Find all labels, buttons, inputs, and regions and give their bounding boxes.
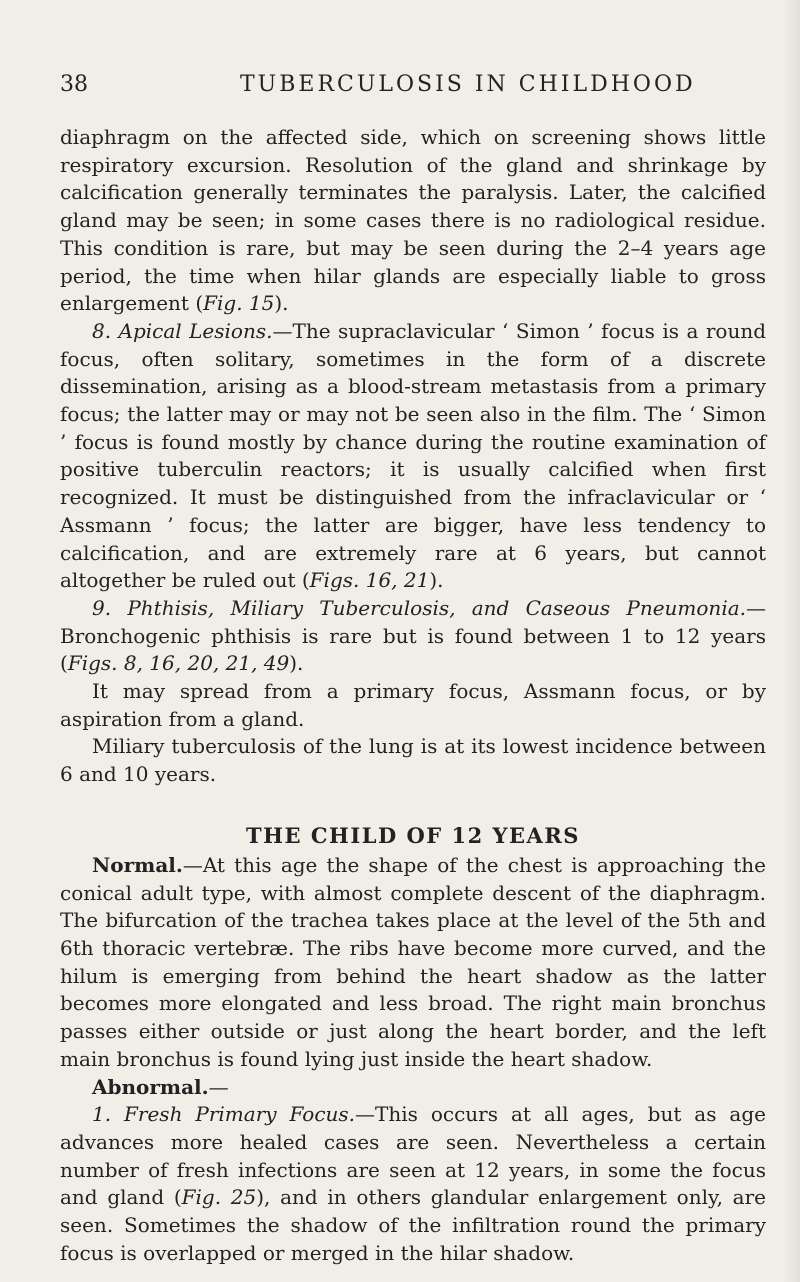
paragraph-miliary: Miliary tuberculosis of the lung is at its lowest incidence between 6 and 10 years. xyxy=(60,734,766,787)
paragraph-text: — xyxy=(208,1074,229,1099)
paragraph-text-end: ). xyxy=(289,651,304,676)
paragraph-apical-lesions xyxy=(60,318,766,595)
paragraph-abnormal xyxy=(60,1074,766,1102)
figure-reference: Figs. 16, 21 xyxy=(309,568,430,593)
running-header xyxy=(60,72,766,112)
subsection-heading: Abnormal. xyxy=(92,1074,209,1099)
subsection-heading: 1. Fresh Primary Focus. xyxy=(92,1102,356,1127)
book-page xyxy=(60,72,766,1267)
subsection-heading: Normal. xyxy=(92,852,183,877)
paragraph-diaphragm xyxy=(60,124,766,318)
paragraph-text: —At this age the shape of the chest is approaching the conical adult type, with almost complete descent of the diaphragm. The bifurcation of the trachea takes place at the level of the 5th and 6th thoracic vertebræ. The ribs have become more curved, and the hilum is emerging from behind the heart shadow as the latter becomes more elongated and less broad. The right main bronchus passes either outside or just along the heart border, and the left main bronchus is found lying just inside the heart shadow. xyxy=(60,852,766,1071)
section-heading: THE CHILD OF 12 YEARS xyxy=(246,822,580,848)
subsection-heading: 8. Apical Lesions. xyxy=(92,318,273,343)
page-number: 38 xyxy=(60,72,88,97)
page-edge-shadow xyxy=(782,0,800,1282)
figure-reference: Figs. 8, 16, 20, 21, 49 xyxy=(67,651,290,676)
subsection-heading: 9. Phthisis, Miliary Tuberculosis, and Caseous Pneumonia. xyxy=(92,595,746,620)
paragraph-text: —The supraclavicular ‘ Simon ’ focus is a round focus, often solitary, sometimes in the form of a discrete dissemination, arising as a blood-stream metastasis from a primary focus; the latter may or may not be seen also in the film. The ‘ Simon ’ focus is found mostly by chance during the routine examination of positive tuberculin reactors; it is usually calcified when first recognized. It must be distinguished from the infraclavicular or ‘ Assmann ’ focus; the latter are bigger, have less tendency to calcification, and are extremely rare at 6 years, but cannot altogether be ruled out ( xyxy=(60,318,767,593)
paragraph-text: —This occurs at all ages, but as age advances more healed cases are seen. Nevertheless a certain number of fresh infections are seen at 12 years, in some the focus and gland ( xyxy=(60,1102,766,1210)
paragraph-phthisis xyxy=(60,595,766,678)
paragraph-text-end: ), and in others glandular enlargement only, are seen. Sometimes the shadow of the infiltration round the primary focus is overlapped or merged in the hilar shadow. xyxy=(60,1185,767,1265)
paragraph-text-end: ). xyxy=(429,568,444,593)
figure-reference: Fig. 25 xyxy=(181,1185,257,1210)
paragraph-text: — Bronchogenic phthisis is rare but is found between 1 to 12 years ( xyxy=(60,595,766,676)
paragraph-fresh-primary-focus xyxy=(60,1101,766,1267)
paragraph-text-end: ). xyxy=(274,291,289,316)
paragraph-spread: It may spread from a primary focus, Assmann focus, or by aspiration from a gland. xyxy=(60,679,766,731)
figure-reference: Fig. 15 xyxy=(203,291,275,316)
paragraph-normal xyxy=(60,852,766,1074)
paragraph-text: diaphragm on the affected side, which on screening shows little respiratory excursion. Resolution of the gland and shrinkage by calcification generally terminates the paralysis. Later, the calcified gland may be seen; in some cases there is no radiological residue. This condition is rare, but may be seen during the 2–4 years age period, the time when hilar glands are especially liable to gross enlargement ( xyxy=(60,125,766,316)
running-title: TUBERCULOSIS IN CHILDHOOD xyxy=(240,72,696,97)
